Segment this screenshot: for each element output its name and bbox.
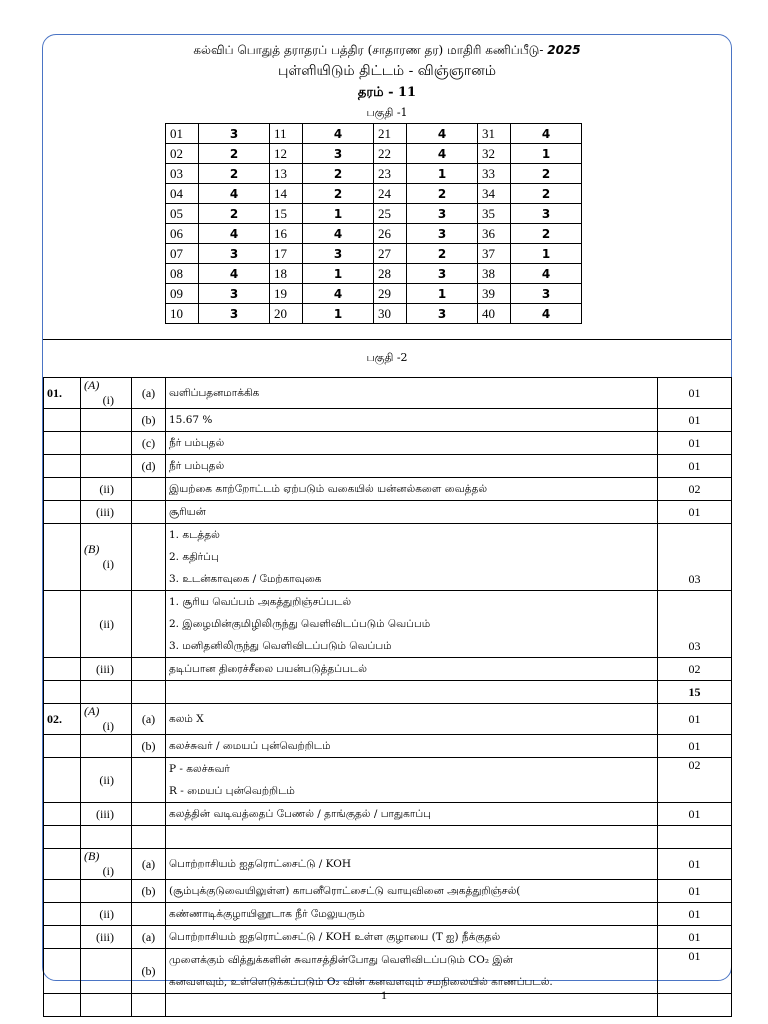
part-label: (A) <box>84 704 100 718</box>
marking-row <box>44 735 732 758</box>
part-cell <box>81 735 132 758</box>
answer-value: 2 <box>407 244 478 264</box>
marks-cell: 01 <box>658 455 732 478</box>
roman-label: (i) <box>102 557 114 571</box>
answer-cell <box>166 378 658 409</box>
answer-line: கலத்தின் வடிவத்தைப் பேணல் / தாங்குதல் / பாதுகாப்பு <box>169 808 431 820</box>
answer-value: 1 <box>511 244 582 264</box>
marking-row <box>44 758 732 803</box>
sub-label-cell: (a) <box>132 849 166 880</box>
answer-key-row <box>166 144 582 164</box>
question-number-cell <box>44 880 81 903</box>
part-cell <box>81 681 132 704</box>
answer-value: 3 <box>199 284 270 304</box>
header-line2: புள்ளியிடும் திட்டம் - விஞ்ஞானம் <box>278 63 496 79</box>
answer-value: 3 <box>303 144 374 164</box>
part1-heading: பகுதி -1 <box>366 106 408 119</box>
answer-value: 2 <box>511 224 582 244</box>
answer-value: 1 <box>303 304 374 324</box>
part-cell <box>81 658 132 681</box>
answer-value: 1 <box>511 144 582 164</box>
part-cell <box>81 432 132 455</box>
question-number: 15 <box>270 204 303 224</box>
part-cell <box>81 501 132 524</box>
question-number-cell <box>44 501 81 524</box>
marking-row <box>44 378 732 409</box>
answer-value: 1 <box>407 164 478 184</box>
answer-cell <box>166 524 658 591</box>
roman-label: (i) <box>102 393 114 407</box>
question-number: 12 <box>270 144 303 164</box>
roman-label: (ii) <box>99 772 114 787</box>
answer-cell <box>166 826 658 849</box>
answer-line: வளிப்பதனமாக்கிக <box>169 387 260 399</box>
question-number-cell <box>44 903 81 926</box>
answer-line: கண்ணாடிக்குழாயினூடாக நீர் மேலுயரும் <box>169 908 365 920</box>
question-number: 18 <box>270 264 303 284</box>
answer-key-row <box>166 124 582 144</box>
question-number: 11 <box>270 124 303 144</box>
answer-value: 1 <box>407 284 478 304</box>
answer-value: 4 <box>407 144 478 164</box>
sub-label-cell: (a) <box>132 378 166 409</box>
marking-row <box>44 949 732 994</box>
answer-value: 4 <box>303 124 374 144</box>
answer-line: தடிப்பான திரைச்சீலை பயன்படுத்தப்படல் <box>169 663 367 675</box>
answer-value: 4 <box>199 184 270 204</box>
sub-label-cell <box>132 524 166 591</box>
answer-cell <box>166 658 658 681</box>
answer-line <box>169 826 654 848</box>
part-cell <box>81 591 132 658</box>
question-number: 23 <box>374 164 407 184</box>
answer-value: 2 <box>303 184 374 204</box>
question-number: 34 <box>478 184 511 204</box>
answer-value: 3 <box>199 124 270 144</box>
marks-cell: 15 <box>658 681 732 704</box>
roman-label: (ii) <box>99 906 114 921</box>
answer-line: 2. இழைமின்குமிழிலிருந்து வெளிவிடப்படும் வெப்பம் <box>169 618 431 630</box>
answer-cell <box>166 704 658 735</box>
answer-key-row <box>166 224 582 244</box>
answer-line: சூரியன் <box>169 506 206 518</box>
sub-label-cell <box>132 501 166 524</box>
sub-label-cell <box>132 903 166 926</box>
sub-label-cell: (b) <box>132 735 166 758</box>
marks-cell: 01 <box>658 803 732 826</box>
answer-value: 3 <box>407 264 478 284</box>
question-number: 13 <box>270 164 303 184</box>
answer-line: கலச்சுவர் / மையப் புன்வெற்றிடம் <box>169 740 331 752</box>
answer-line <box>169 681 654 703</box>
roman-label: (iii) <box>96 661 114 676</box>
question-number: 20 <box>270 304 303 324</box>
sub-label-cell: (b) <box>132 409 166 432</box>
question-number-cell <box>44 803 81 826</box>
question-number-cell <box>44 681 81 704</box>
page-number: 1 <box>381 988 387 1002</box>
answer-cell <box>166 880 658 903</box>
marking-row <box>44 409 732 432</box>
marks-cell: 01 <box>658 926 732 949</box>
answer-cell <box>166 949 658 994</box>
answer-line: 15.67 % <box>169 414 213 426</box>
roman-label: (iii) <box>96 806 114 821</box>
part2-heading: பகுதி -2 <box>366 351 408 364</box>
answer-line: கலம் X <box>169 713 204 725</box>
question-number-cell <box>44 949 81 994</box>
question-number: 07 <box>166 244 199 264</box>
question-number: 37 <box>478 244 511 264</box>
sub-label-cell <box>132 758 166 803</box>
question-number: 03 <box>166 164 199 184</box>
roman-label: (ii) <box>99 481 114 496</box>
answer-line: 1. கடத்தல் <box>169 529 220 541</box>
answer-key-row <box>166 204 582 224</box>
marks-cell: 02 <box>658 658 732 681</box>
question-number: 10 <box>166 304 199 324</box>
question-number: 30 <box>374 304 407 324</box>
answer-cell <box>166 478 658 501</box>
marks-cell: 01 <box>658 849 732 880</box>
answer-line: கனவளவும், உள்ளெடுக்கப்படும் O₂ வின் கனவளவும் சமநிலையில் காணப்படல். <box>169 976 553 988</box>
answer-line: நீர் பம்புதல் <box>169 460 225 472</box>
sub-label-cell <box>132 591 166 658</box>
question-number: 05 <box>166 204 199 224</box>
question-number: 16 <box>270 224 303 244</box>
question-number-cell <box>44 409 81 432</box>
question-number: 22 <box>374 144 407 164</box>
answer-line: P - கலச்சுவர் <box>169 763 230 775</box>
marking-row <box>44 658 732 681</box>
marks-cell: 01 <box>658 378 732 409</box>
answer-value: 2 <box>303 164 374 184</box>
answer-line: முளைக்கும் வித்துக்களின் சுவாசத்தின்போது வெளிவிடப்படும் CO₂ இன் <box>169 954 513 966</box>
part-cell <box>81 880 132 903</box>
answer-value: 3 <box>199 304 270 324</box>
answer-cell <box>166 409 658 432</box>
answer-value: 2 <box>199 204 270 224</box>
marks-cell: 01 <box>658 880 732 903</box>
question-number: 09 <box>166 284 199 304</box>
answer-key-row <box>166 304 582 324</box>
marks-cell: 01 <box>658 903 732 926</box>
sub-label-cell: (d) <box>132 455 166 478</box>
answer-value: 4 <box>511 264 582 284</box>
question-number: 26 <box>374 224 407 244</box>
question-number-cell <box>44 826 81 849</box>
marking-scheme-table <box>43 377 732 1017</box>
answer-value: 4 <box>199 224 270 244</box>
question-number-cell <box>44 432 81 455</box>
question-number-cell <box>44 455 81 478</box>
question-number: 17 <box>270 244 303 264</box>
answer-line: R - மையப் புன்வெற்றிடம் <box>169 785 295 797</box>
answer-cell <box>166 735 658 758</box>
answer-line: 2. கதிர்ப்பு <box>169 551 219 563</box>
answer-value: 3 <box>511 284 582 304</box>
roman-label: (i) <box>102 719 114 733</box>
answer-value: 3 <box>199 244 270 264</box>
question-number-cell <box>44 658 81 681</box>
question-number-cell <box>44 591 81 658</box>
part-cell <box>81 524 132 591</box>
answer-value: 1 <box>303 264 374 284</box>
answer-value: 2 <box>199 164 270 184</box>
answer-value: 3 <box>303 244 374 264</box>
marks-cell <box>658 826 732 849</box>
answer-line: 3. மனிதனிலிருந்து வெளிவிடப்படும் வெப்பம் <box>169 640 392 652</box>
question-number: 25 <box>374 204 407 224</box>
question-number-cell <box>44 926 81 949</box>
page-frame <box>42 34 732 988</box>
marks-cell: 01 <box>658 735 732 758</box>
sub-label-cell: (b) <box>132 949 166 994</box>
question-number-cell <box>44 524 81 591</box>
answer-cell <box>166 758 658 803</box>
sub-label-cell <box>132 803 166 826</box>
question-number: 38 <box>478 264 511 284</box>
answer-value: 3 <box>511 204 582 224</box>
answer-value: 2 <box>407 184 478 204</box>
part-label: (B) <box>84 542 100 556</box>
marking-row <box>44 591 732 658</box>
question-number: 01 <box>166 124 199 144</box>
sub-label-cell: (a) <box>132 926 166 949</box>
question-number: 39 <box>478 284 511 304</box>
roman-label: (i) <box>102 864 114 878</box>
answer-key-table <box>165 123 582 324</box>
answer-cell <box>166 501 658 524</box>
answer-cell <box>166 903 658 926</box>
part-cell <box>81 409 132 432</box>
marking-row <box>44 926 732 949</box>
question-number-cell: 02. <box>44 704 81 735</box>
marks-cell: 02 <box>658 758 732 803</box>
marking-row <box>44 501 732 524</box>
question-number: 29 <box>374 284 407 304</box>
part-cell <box>81 455 132 478</box>
question-number: 32 <box>478 144 511 164</box>
part-cell <box>81 826 132 849</box>
marking-row <box>44 803 732 826</box>
answer-cell <box>166 849 658 880</box>
answer-value: 4 <box>199 264 270 284</box>
answer-line: பொற்றாசியம் ஐதரொட்சைட்டு / KOH உள்ள குழாயை (T ஐ) நீக்குதல் <box>169 931 501 943</box>
question-number-cell: 01. <box>44 378 81 409</box>
marks-cell: 01 <box>658 501 732 524</box>
question-number: 08 <box>166 264 199 284</box>
header-line1: கல்விப் பொதுத் தராதரப் பத்திர (சாதாரண தர) மாதிரி கணிப்பீடு- 2025 <box>193 43 581 57</box>
marking-row <box>44 524 732 591</box>
question-number: 19 <box>270 284 303 304</box>
sub-label-cell <box>132 658 166 681</box>
sub-label-cell: (c) <box>132 432 166 455</box>
part-cell <box>81 704 132 735</box>
question-number: 28 <box>374 264 407 284</box>
marking-row <box>44 455 732 478</box>
marking-row <box>44 704 732 735</box>
question-number: 21 <box>374 124 407 144</box>
divider <box>43 339 731 340</box>
answer-value: 3 <box>407 204 478 224</box>
answer-value: 4 <box>303 284 374 304</box>
answer-cell <box>166 681 658 704</box>
answer-cell <box>166 803 658 826</box>
part-label: (A) <box>84 378 100 392</box>
answer-cell <box>166 926 658 949</box>
question-number-cell <box>44 478 81 501</box>
marks-cell: 01 <box>658 949 732 994</box>
marking-row <box>44 681 732 704</box>
marking-row <box>44 432 732 455</box>
part-cell <box>81 926 132 949</box>
question-number: 14 <box>270 184 303 204</box>
answer-cell <box>166 455 658 478</box>
sub-label-cell <box>132 826 166 849</box>
answer-key-row <box>166 284 582 304</box>
question-number: 31 <box>478 124 511 144</box>
part-cell <box>81 903 132 926</box>
part-cell <box>81 803 132 826</box>
answer-line: 3. உடன்காவுகை / மேற்காவுகை <box>169 573 322 585</box>
part-cell <box>81 949 132 994</box>
answer-value: 3 <box>407 304 478 324</box>
marking-row <box>44 826 732 849</box>
answer-key-row <box>166 164 582 184</box>
roman-label: (ii) <box>99 616 114 631</box>
answer-key-row <box>166 244 582 264</box>
answer-cell <box>166 591 658 658</box>
answer-line: (சூம்புக்குடுவையிலுள்ள) காபனீரொட்சைட்டு வாயுவினை அகத்துறிஞ்சல்( <box>169 885 521 897</box>
answer-key-row <box>166 264 582 284</box>
marks-cell: 01 <box>658 409 732 432</box>
sub-label-cell: (b) <box>132 880 166 903</box>
answer-line: நீர் பம்புதல் <box>169 437 225 449</box>
question-number-cell <box>44 758 81 803</box>
sub-label-cell: (a) <box>132 704 166 735</box>
answer-cell <box>166 432 658 455</box>
answer-value: 4 <box>303 224 374 244</box>
answer-line: 1. சூரிய வெப்பம் அகத்துறிஞ்சப்படல் <box>169 596 352 608</box>
marks-cell: 02 <box>658 478 732 501</box>
question-number: 27 <box>374 244 407 264</box>
marks-cell: 03 <box>658 591 732 658</box>
grade-heading: தரம் - 11 <box>357 85 417 100</box>
marking-row <box>44 849 732 880</box>
part-cell <box>81 849 132 880</box>
answer-value: 2 <box>511 164 582 184</box>
question-number: 33 <box>478 164 511 184</box>
question-number: 24 <box>374 184 407 204</box>
answer-value: 2 <box>199 144 270 164</box>
answer-value: 2 <box>511 184 582 204</box>
question-number: 35 <box>478 204 511 224</box>
roman-label: (iii) <box>96 929 114 944</box>
question-number: 02 <box>166 144 199 164</box>
part-label: (B) <box>84 849 100 863</box>
question-number-cell <box>44 849 81 880</box>
marks-cell: 01 <box>658 704 732 735</box>
marking-row <box>44 478 732 501</box>
question-number-cell <box>44 735 81 758</box>
answer-value: 1 <box>303 204 374 224</box>
part-cell <box>81 478 132 501</box>
answer-value: 4 <box>511 124 582 144</box>
marks-cell: 03 <box>658 524 732 591</box>
marking-row <box>44 903 732 926</box>
marking-row <box>44 880 732 903</box>
roman-label: (iii) <box>96 504 114 519</box>
part-cell <box>81 378 132 409</box>
answer-line: இயற்கை காற்றோட்டம் ஏற்படும் வகையில் யன்னல்களை வைத்தல் <box>169 483 488 495</box>
sub-label-cell <box>132 681 166 704</box>
question-number: 04 <box>166 184 199 204</box>
answer-line: பொற்றாசியம் ஐதரொட்சைட்டு / KOH <box>169 858 351 870</box>
question-number: 36 <box>478 224 511 244</box>
answer-value: 4 <box>407 124 478 144</box>
answer-key-row <box>166 184 582 204</box>
marks-cell: 01 <box>658 432 732 455</box>
part-cell <box>81 758 132 803</box>
question-number: 06 <box>166 224 199 244</box>
question-number: 40 <box>478 304 511 324</box>
sub-label-cell <box>132 478 166 501</box>
answer-value: 4 <box>511 304 582 324</box>
answer-value: 3 <box>407 224 478 244</box>
